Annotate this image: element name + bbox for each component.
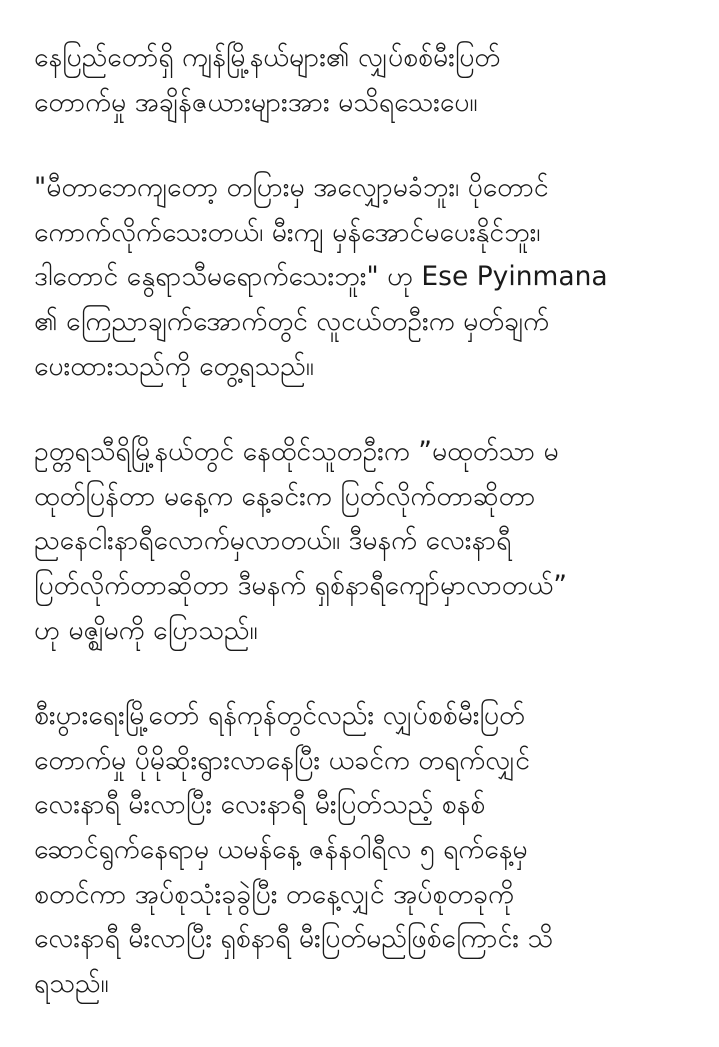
text-line: ဒါတောင် နွေရာသီမရောက်သေးဘူး" ဟု Ese Pyinmana <box>34 261 608 293</box>
paragraph-4 <box>34 694 694 1006</box>
text-line: ဟု မဇ္ဈိမကို ပြောသည်။ <box>34 614 258 646</box>
text-line: ရသည်။ <box>34 967 109 999</box>
text-line: ပေးထားသည်ကို တွေ့ရသည်။ <box>34 350 314 382</box>
text-line: တောက်မှု ပိုမိုဆိုးရွားလာနေပြီး ယခင်က တရက်လျှင် <box>34 744 530 776</box>
paragraph-2 <box>34 166 694 389</box>
text-line: ၏ ကြေညာချက်အောက်တွင် လူငယ်တဦးက မှတ်ချက် <box>34 305 550 337</box>
paragraph-1 <box>34 36 694 125</box>
text-line: ညနေငါးနာရီလောက်မှလာတယ်။ ဒီမနက် လေးနာရီ <box>34 525 512 557</box>
text-line: လေးနာရီ မီးလာပြီး ရှစ်နာရီ မီးပြတ်မည်ဖြစ်ကြောင်း သိ <box>34 923 554 955</box>
text-line: စီးပွားရေးမြို့တော် ရန်ကုန်တွင်လည်း လျှပ်စစ်မီးပြတ် <box>34 700 525 732</box>
text-line: ပြတ်လိုက်တာဆိုတာ ဒီမနက် ရှစ်နာရီကျော်မှာလာတယ်” <box>34 569 567 601</box>
text-line: နေပြည်တော်ရှိ ကျန်မြို့နယ်များ၏ လျှပ်စစ်မီးပြတ် <box>34 42 501 73</box>
text-line: လေးနာရီ မီးလာပြီး လေးနာရီ မီးပြတ်သည့် စနစ် <box>34 789 486 821</box>
text-line: တောက်မှု အချိန်ဇယားများအား မသိရသေးပေ။ <box>34 86 478 118</box>
text-line: ကောက်လိုက်သေးတယ်၊ မီးကျ မှန်အောင်မပေးနိုင်ဘူး၊ <box>34 216 541 248</box>
text-line: ဥတ္တရသီရိမြို့နယ်တွင် နေထိုင်သူတဦးက ”မထုတ်သာ မ <box>34 436 559 468</box>
paragraph-3 <box>34 430 694 653</box>
text-line: ထုတ်ပြန်တာ မနေ့က နေ့ခင်းက ပြတ်လိုက်တာဆိုတာ <box>34 480 536 512</box>
article-body <box>34 36 694 1047</box>
text-line: "မီတာဘေကျတော့ တပြားမှ အလျှော့မခံဘူး၊ ပိုတောင် <box>34 172 549 204</box>
text-line: ဆောင်ရွက်နေရာမှ ယမန်နေ့ ဇန်နဝါရီလ ၅ ရက်နေ့မှ <box>34 833 528 865</box>
text-line: စတင်ကာ အုပ်စုသုံးခုခွဲပြီး တနေ့လျှင် အုပ်စုတခုကို <box>34 878 514 910</box>
